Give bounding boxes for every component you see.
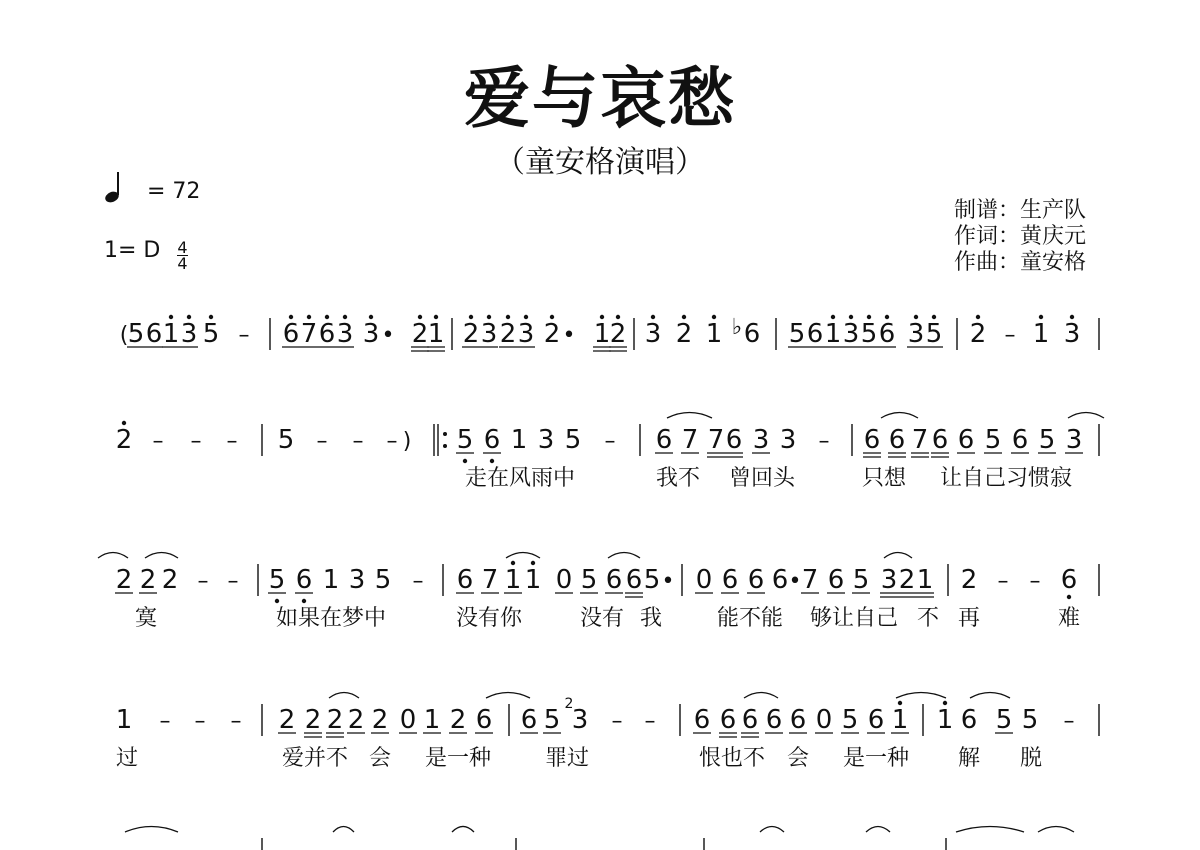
note: 6 <box>475 705 493 735</box>
credit-separator: ： <box>998 198 1021 223</box>
note: 7 <box>300 319 318 349</box>
credit-role: 制谱 <box>954 198 999 223</box>
note: 1 <box>423 705 441 735</box>
lyric-text: 没有 <box>579 606 625 631</box>
octave-high-dot <box>943 701 947 705</box>
credit-role: 作词 <box>954 224 999 249</box>
note: 5 <box>984 425 1002 455</box>
dash-sustain: – <box>997 569 1009 594</box>
note: 1 <box>891 705 909 735</box>
note: 6 <box>1060 565 1078 595</box>
note: 5 <box>268 565 286 595</box>
octave-high-dot <box>343 315 347 319</box>
note: 5 <box>564 425 582 455</box>
augmentation-dot: • <box>381 323 395 348</box>
note: 1 <box>593 319 611 349</box>
key-label: 1= D <box>104 238 161 263</box>
note: 5 <box>1021 705 1039 735</box>
lyric-text: 再 <box>957 606 981 631</box>
note: 0 <box>695 565 713 595</box>
note: 5 <box>860 319 878 349</box>
lyric-text: 罪过 <box>544 746 590 771</box>
lyric-text: 过 <box>115 746 139 771</box>
dash-sustain: – <box>611 709 623 734</box>
note: 3 <box>517 319 535 349</box>
note: 1 <box>504 565 522 595</box>
tie-slur <box>1038 827 1074 833</box>
repeat-dot <box>443 432 447 436</box>
note: 6 <box>771 565 789 595</box>
note: 2 <box>898 565 916 595</box>
note: 7 <box>481 565 499 595</box>
note: 6 <box>741 705 759 735</box>
note: 1 <box>705 319 723 349</box>
lyric-text: 会 <box>786 746 810 771</box>
note: 6 <box>145 319 163 349</box>
lyric-text: 我 <box>639 606 663 631</box>
note: 5 <box>1038 425 1056 455</box>
note: 1 <box>427 319 445 349</box>
credit-separator: ： <box>998 250 1021 275</box>
note: 2 <box>960 565 978 595</box>
tie-slur <box>333 827 354 833</box>
octave-high-dot <box>209 315 213 319</box>
note: 7 <box>707 425 725 455</box>
lyric-text: 让自己习惯寂 <box>939 466 1073 491</box>
lyric-text: 是一种 <box>424 746 492 771</box>
octave-low-dot <box>275 599 279 603</box>
note: 6 <box>765 705 783 735</box>
note: 3 <box>362 319 380 349</box>
note: 2 <box>347 705 365 735</box>
note: 1 <box>936 705 954 735</box>
octave-high-dot <box>682 315 686 319</box>
tempo-value: = 72 <box>147 179 201 204</box>
note: 6 <box>789 705 807 735</box>
note: 5 <box>788 319 806 349</box>
octave-high-dot <box>169 315 173 319</box>
note: 0 <box>399 705 417 735</box>
note: 5 <box>374 565 392 595</box>
tie-slur <box>896 693 946 699</box>
note: 5 <box>543 705 561 735</box>
dash-sustain: – <box>316 429 328 454</box>
note: 5 <box>580 565 598 595</box>
note: 6 <box>743 319 761 349</box>
note: 5 <box>925 319 943 349</box>
dash-sustain: – <box>152 429 164 454</box>
note: 1 <box>1032 319 1050 349</box>
dash-sustain: – <box>1004 323 1016 348</box>
credit-name: 生产队 <box>1020 198 1087 223</box>
note: 1 <box>824 319 842 349</box>
tie-slur <box>452 827 474 833</box>
note: 0 <box>815 705 833 735</box>
note: 1 <box>322 565 340 595</box>
note: 6 <box>725 425 743 455</box>
note: 5 <box>277 425 295 455</box>
octave-high-dot <box>307 315 311 319</box>
dash-sustain: – <box>1063 709 1075 734</box>
octave-high-dot <box>867 315 871 319</box>
song-subtitle: （童安格演唱） <box>495 145 705 180</box>
dash-sustain: – <box>226 429 238 454</box>
note: 3 <box>571 705 589 735</box>
octave-high-dot <box>831 315 835 319</box>
credit-role: 作曲 <box>954 250 999 275</box>
note: 2 <box>115 565 133 595</box>
credit-name: 黄庆元 <box>1020 224 1087 249</box>
note: 2 <box>371 705 389 735</box>
octave-high-dot <box>712 315 716 319</box>
dash-sustain: – <box>352 429 364 454</box>
note: 1 <box>916 565 934 595</box>
dash-sustain: – <box>412 569 424 594</box>
note: 1 <box>524 565 542 595</box>
song-title: 爱与哀愁 <box>464 60 736 137</box>
note: 6 <box>867 705 885 735</box>
octave-high-dot <box>487 315 491 319</box>
dash-sustain: – <box>227 569 239 594</box>
dash-sustain: – <box>644 709 656 734</box>
note: 6 <box>693 705 711 735</box>
note: 5 <box>456 425 474 455</box>
lyric-text: 是一种 <box>842 746 910 771</box>
octave-high-dot <box>885 315 889 319</box>
octave-low-dot <box>1067 595 1071 599</box>
note: 6 <box>655 425 673 455</box>
tie-slur <box>760 827 784 833</box>
note: 2 <box>304 705 322 735</box>
lyric-text: 寞 <box>134 606 158 631</box>
note: 3 <box>537 425 555 455</box>
note: 2 <box>675 319 693 349</box>
note: 5 <box>852 565 870 595</box>
note: 6 <box>282 319 300 349</box>
octave-high-dot <box>976 315 980 319</box>
note: 2 <box>499 319 517 349</box>
note: 5 <box>202 319 220 349</box>
lyric-text: 我不 <box>655 466 701 491</box>
note: 6 <box>931 425 949 455</box>
lyric-text: 会 <box>368 746 392 771</box>
tie-slur <box>329 693 359 699</box>
tie-slur <box>506 553 540 559</box>
dash-sustain: – <box>386 429 398 454</box>
octave-high-dot <box>434 315 438 319</box>
credit-separator: ： <box>998 224 1021 249</box>
octave-high-dot <box>1070 315 1074 319</box>
note: 1 <box>510 425 528 455</box>
note: 2 <box>161 565 179 595</box>
note: 2 <box>609 319 627 349</box>
bracket: ( <box>119 323 129 348</box>
octave-low-dot <box>463 459 467 463</box>
note: 3 <box>842 319 860 349</box>
octave-high-dot <box>511 561 515 565</box>
lyric-text: 只想 <box>861 466 907 491</box>
note: 2 <box>278 705 296 735</box>
octave-low-dot <box>302 599 306 603</box>
octave-high-dot <box>122 421 126 425</box>
note: 6 <box>747 565 765 595</box>
lyric-text: 曾回头 <box>728 466 796 491</box>
note: 3 <box>480 319 498 349</box>
note: 3 <box>880 565 898 595</box>
note: 3 <box>348 565 366 595</box>
note: 6 <box>863 425 881 455</box>
note: 6 <box>605 565 623 595</box>
credit-name: 童安格 <box>1020 250 1087 275</box>
tie-slur <box>956 827 1024 833</box>
note: 0 <box>555 565 573 595</box>
note: 6 <box>719 705 737 735</box>
tie-slur <box>145 553 178 559</box>
dash-sustain: – <box>238 323 250 348</box>
octave-high-dot <box>325 315 329 319</box>
lyric-text: 难 <box>1057 606 1081 631</box>
octave-high-dot <box>550 315 554 319</box>
note: 2 <box>139 565 157 595</box>
dash-sustain: – <box>818 429 830 454</box>
note: 6 <box>878 319 896 349</box>
note: 2 <box>969 319 987 349</box>
octave-high-dot <box>506 315 510 319</box>
note: 2 <box>411 319 429 349</box>
time-signature-bottom: 4 <box>177 254 188 273</box>
octave-high-dot <box>369 315 373 319</box>
tie-slur <box>98 553 128 559</box>
lyric-text: 走在风雨中 <box>464 466 576 491</box>
octave-high-dot <box>289 315 293 319</box>
dash-sustain: – <box>194 709 206 734</box>
note: 6 <box>888 425 906 455</box>
flat-sign: ♭ <box>731 315 743 340</box>
note: 7 <box>911 425 929 455</box>
note: 6 <box>721 565 739 595</box>
octave-high-dot <box>849 315 853 319</box>
lyric-text: 恨也不 <box>698 746 766 771</box>
octave-high-dot <box>524 315 528 319</box>
octave-high-dot <box>531 561 535 565</box>
dash-sustain: – <box>1029 569 1041 594</box>
note: 6 <box>483 425 501 455</box>
note: 3 <box>779 425 797 455</box>
lyric-text: 爱并不 <box>281 746 349 771</box>
octave-high-dot <box>469 315 473 319</box>
note: 2 <box>543 319 561 349</box>
note: 7 <box>801 565 819 595</box>
octave-high-dot <box>914 315 918 319</box>
time-signature-top: 4 <box>177 238 188 257</box>
repeat-dot <box>443 444 447 448</box>
note: 1 <box>115 705 133 735</box>
tie-slur <box>667 413 712 419</box>
note: 6 <box>295 565 313 595</box>
lyric-text: 如果在梦中 <box>275 606 387 631</box>
note: 5 <box>995 705 1013 735</box>
note: 5 <box>643 565 661 595</box>
note: 2 <box>449 705 467 735</box>
note: 3 <box>1063 319 1081 349</box>
note: 6 <box>827 565 845 595</box>
bracket: ) <box>402 429 412 454</box>
note: 6 <box>318 319 336 349</box>
octave-high-dot <box>898 701 902 705</box>
note: 6 <box>456 565 474 595</box>
augmentation-dot: • <box>788 569 802 594</box>
note: 6 <box>625 565 643 595</box>
grace-note: 2 <box>564 696 574 712</box>
tie-slur <box>608 553 640 559</box>
note: 2 <box>115 425 133 455</box>
tie-slur <box>881 413 918 419</box>
tie-slur <box>970 693 1010 699</box>
note: 6 <box>520 705 538 735</box>
octave-high-dot <box>616 315 620 319</box>
lyric-text: 脱 <box>1019 746 1043 771</box>
lyric-text: 够让自己 <box>809 606 899 631</box>
note: 3 <box>644 319 662 349</box>
octave-high-dot <box>418 315 422 319</box>
dash-sustain: – <box>230 709 242 734</box>
note: 1 <box>162 319 180 349</box>
octave-high-dot <box>932 315 936 319</box>
octave-high-dot <box>600 315 604 319</box>
note: 3 <box>1065 425 1083 455</box>
octave-low-dot <box>490 459 494 463</box>
note: 3 <box>752 425 770 455</box>
lyric-text: 解 <box>957 746 981 771</box>
dash-sustain: – <box>604 429 616 454</box>
tie-slur <box>486 693 530 699</box>
tie-slur <box>1068 413 1104 419</box>
lyric-text: 没有你 <box>455 606 523 631</box>
note: 5 <box>841 705 859 735</box>
tie-slur <box>125 827 178 833</box>
tie-slur <box>866 827 890 833</box>
tie-slur <box>884 553 912 559</box>
note: 2 <box>462 319 480 349</box>
note: 7 <box>681 425 699 455</box>
note: 3 <box>336 319 354 349</box>
note: 3 <box>180 319 198 349</box>
note: 2 <box>326 705 344 735</box>
note: 6 <box>957 425 975 455</box>
note: 6 <box>960 705 978 735</box>
octave-high-dot <box>651 315 655 319</box>
note: 3 <box>907 319 925 349</box>
augmentation-dot: • <box>661 569 675 594</box>
tie-slur <box>744 693 778 699</box>
note: 6 <box>1011 425 1029 455</box>
dash-sustain: – <box>197 569 209 594</box>
octave-high-dot <box>187 315 191 319</box>
lyric-text: 不 <box>916 606 940 631</box>
note: 6 <box>806 319 824 349</box>
note: 5 <box>127 319 145 349</box>
octave-high-dot <box>1039 315 1043 319</box>
augmentation-dot: • <box>562 323 576 348</box>
dash-sustain: – <box>159 709 171 734</box>
dash-sustain: – <box>190 429 202 454</box>
lyric-text: 能不能 <box>716 606 784 631</box>
